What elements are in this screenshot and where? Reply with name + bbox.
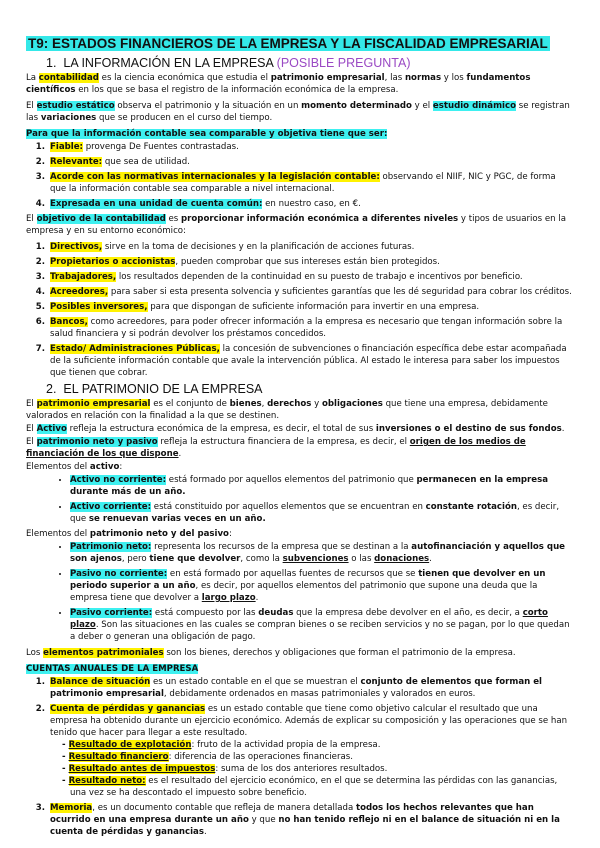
- list-item: 6. Bancos, como acreedores, para poder ofrecer información a la empresa es necesario que tengan información sobre la salud financiera y si podrán devolver los préstamos concedidos.: [48, 316, 572, 340]
- list-item: 3. Acorde con las normativas internacionales y la legislación contable: observando el NIIF, NIC y PGC, de forma que la información contable sea comparable a nivel internacional.: [48, 171, 572, 195]
- page-title: T9: ESTADOS FINANCIEROS DE LA EMPRESA Y LA FISCALIDAD EMPRESARIAL: [28, 36, 548, 51]
- possible-question-note: (POSIBLE PREGUNTA): [276, 56, 411, 70]
- list-requisitos: [26, 141, 572, 210]
- pasivo-intro: Elementos del patrimonio neto y del pasivo:: [26, 529, 232, 539]
- list-item: • Activo no corriente: está formado por aquellos elementos del patrimonio que permanecen en la empresa durante más de un año.: [70, 474, 572, 498]
- list-usuarios: [26, 241, 572, 379]
- list-item: 3. Memoria, es un documento contable que refleja de manera detallada todos los hechos relevantes que han ocurrido en una empresa durante un año y que no han tenido reflejo ni en el balance de situación ni en la cuenta de pérdidas y ganancias.: [48, 802, 572, 838]
- list-item: 4. Acreedores, para saber si esta presenta solvencia y suficientes garantías que les dé seguridad para cobrar los créditos.: [48, 286, 572, 298]
- list-item: - Resultado de explotación: fruto de la actividad propia de la empresa.: [66, 739, 572, 751]
- list-item: - Resultado antes de impuestos: suma de los dos anteriores resultados.: [66, 763, 572, 775]
- paragraph-pasivo: El patrimonio neto y pasivo refleja la estructura financiera de la empresa, es decir, el origen de los medios de financiación de los que dispone.: [26, 437, 526, 459]
- list-activo: [26, 474, 572, 525]
- paragraph-patrimonio: El patrimonio empresarial es el conjunto de bienes, derechos y obligaciones que tiene una empresa, debidamente valorados en relación con la finalidad a la que se destinen.: [26, 399, 548, 421]
- list-item: • Pasivo no corriente: en está formado por aquellas fuentes de recursos que se tienen que devolver en un periodo superior a un año, es decir, por aquellos elementos del patrimonio que supone una deuda que la empresa tiene que devolver a largo plazo.: [70, 568, 572, 604]
- list-item: 2. Propietarios o accionistas, pueden comprobar que sus intereses están bien protegidos.: [48, 256, 572, 268]
- list-cuentas: [26, 676, 572, 838]
- paragraph-objetivo: El objetivo de la contabilidad es proporcionar información económica a diferentes niveles y tipos de usuarios en la empresa y en su entorno económico:: [26, 214, 567, 236]
- section-1-heading: 1. LA INFORMACIÓN EN LA EMPRESA (POSIBLE PREGUNTA): [46, 56, 411, 70]
- list-item: • Activo corriente: está constituido por aquellos elementos que se encuentran en constante rotación, es decir, que se renuevan varias veces en un año.: [70, 501, 572, 525]
- activo-intro: Elementos del activo:: [26, 462, 123, 472]
- list-item: • Patrimonio neto: representa los recursos de la empresa que se destinan a la autofinanciación y aquellos que son ajenos, pero tiene que devolver, como la subvenciones o las donaciones.: [70, 541, 572, 565]
- subheading-requisitos: Para que la información contable sea comparable y objetiva tiene que ser:: [26, 129, 388, 139]
- list-item: 3. Trabajadores, los resultados dependen de la continuidad en su puesto de trabajo e incentivos por beneficio.: [48, 271, 572, 283]
- list-item: • Pasivo corriente: está compuesto por las deudas que la empresa debe devolver en el año, es decir, a corto plazo. Son las situaciones en las cuales se compran bienes o se reciben servicios y no se pagan, por lo que quedan a deber o generan una obligación de pago.: [70, 607, 572, 643]
- section-2-heading: 2. EL PATRIMONIO DE LA EMPRESA: [46, 382, 263, 396]
- list-item: 7. Estado/ Administraciones Públicas, la concesión de subvenciones o financiación específica debe estar acompañada de la suficiente información contable que avale la intervención pública. Al estado le interesa para saber los impuestos que tienen que cobrar.: [48, 343, 572, 379]
- list-item: - Resultado financiero: diferencia de las operaciones financieras.: [66, 751, 572, 763]
- list-pasivo: [26, 541, 572, 643]
- list-item: 4. Expresada en una unidad de cuenta común: en nuestro caso, en €.: [48, 198, 572, 210]
- list-item: 2. Relevante: que sea de utilidad.: [48, 156, 572, 168]
- paragraph-estudio: El estudio estático observa el patrimonio y la situación en un momento determinado y el estudio dinámico se registran las variaciones que se producen en el curso del tiempo.: [26, 101, 570, 123]
- list-item: - Resultado neto: es el resultado del ejercicio económico, en el que se determina las pérdidas con las ganancias, una vez se ha descontado el impuesto sobre beneficio.: [66, 775, 572, 799]
- cuentas-anuales-heading: CUENTAS ANUALES DE LA EMPRESA: [26, 664, 199, 674]
- list-item: 2. Cuenta de pérdidas y ganancias es un estado contable que tiene como objetivo calcular el resultado que una empresa ha obtenido durante un ejercicio económico. Además de explicar su composición y las operaciones que se han tenido que hacer para llegar a este resultado. - Resultado de explotación: fruto de la actividad propia de la empresa. - Resultado financiero: diferencia de las operaciones financieras. - Resultado antes de impuestos: suma de los dos anteriores resultados. - Resultado neto: es el resultado del ejercicio económico, en el que se determina las pérdidas con las ganancias, una vez se ha descontado el impuesto sobre beneficio.: [48, 703, 572, 799]
- list-item: 5. Posibles inversores, para que dispongan de suficiente información para invertir en una empresa.: [48, 301, 572, 313]
- paragraph-elementos: Los elementos patrimoniales son los bienes, derechos y obligaciones que forman el patrimonio de la empresa.: [26, 648, 516, 658]
- paragraph-contabilidad: La contabilidad es la ciencia económica que estudia el patrimonio empresarial, las normas y los fundamentos científicos en los que se basa el registro de la información económica de la empresa.: [26, 73, 531, 95]
- list-item: 1. Balance de situación es un estado contable en el que se muestran el conjunto de elementos que forman el patrimonio empresarial, debidamente ordenados en masas patrimoniales y valorados en euros.: [48, 676, 572, 700]
- paragraph-activo: El Activo refleja la estructura económica de la empresa, es decir, el total de sus inversiones o el destino de sus fondos.: [26, 424, 565, 434]
- list-item: 1. Fiable: provenga De Fuentes contrastadas.: [48, 141, 572, 153]
- list-item: 1. Directivos, sirve en la toma de decisiones y en la planificación de acciones futuras.: [48, 241, 572, 253]
- list-resultados: [50, 739, 572, 799]
